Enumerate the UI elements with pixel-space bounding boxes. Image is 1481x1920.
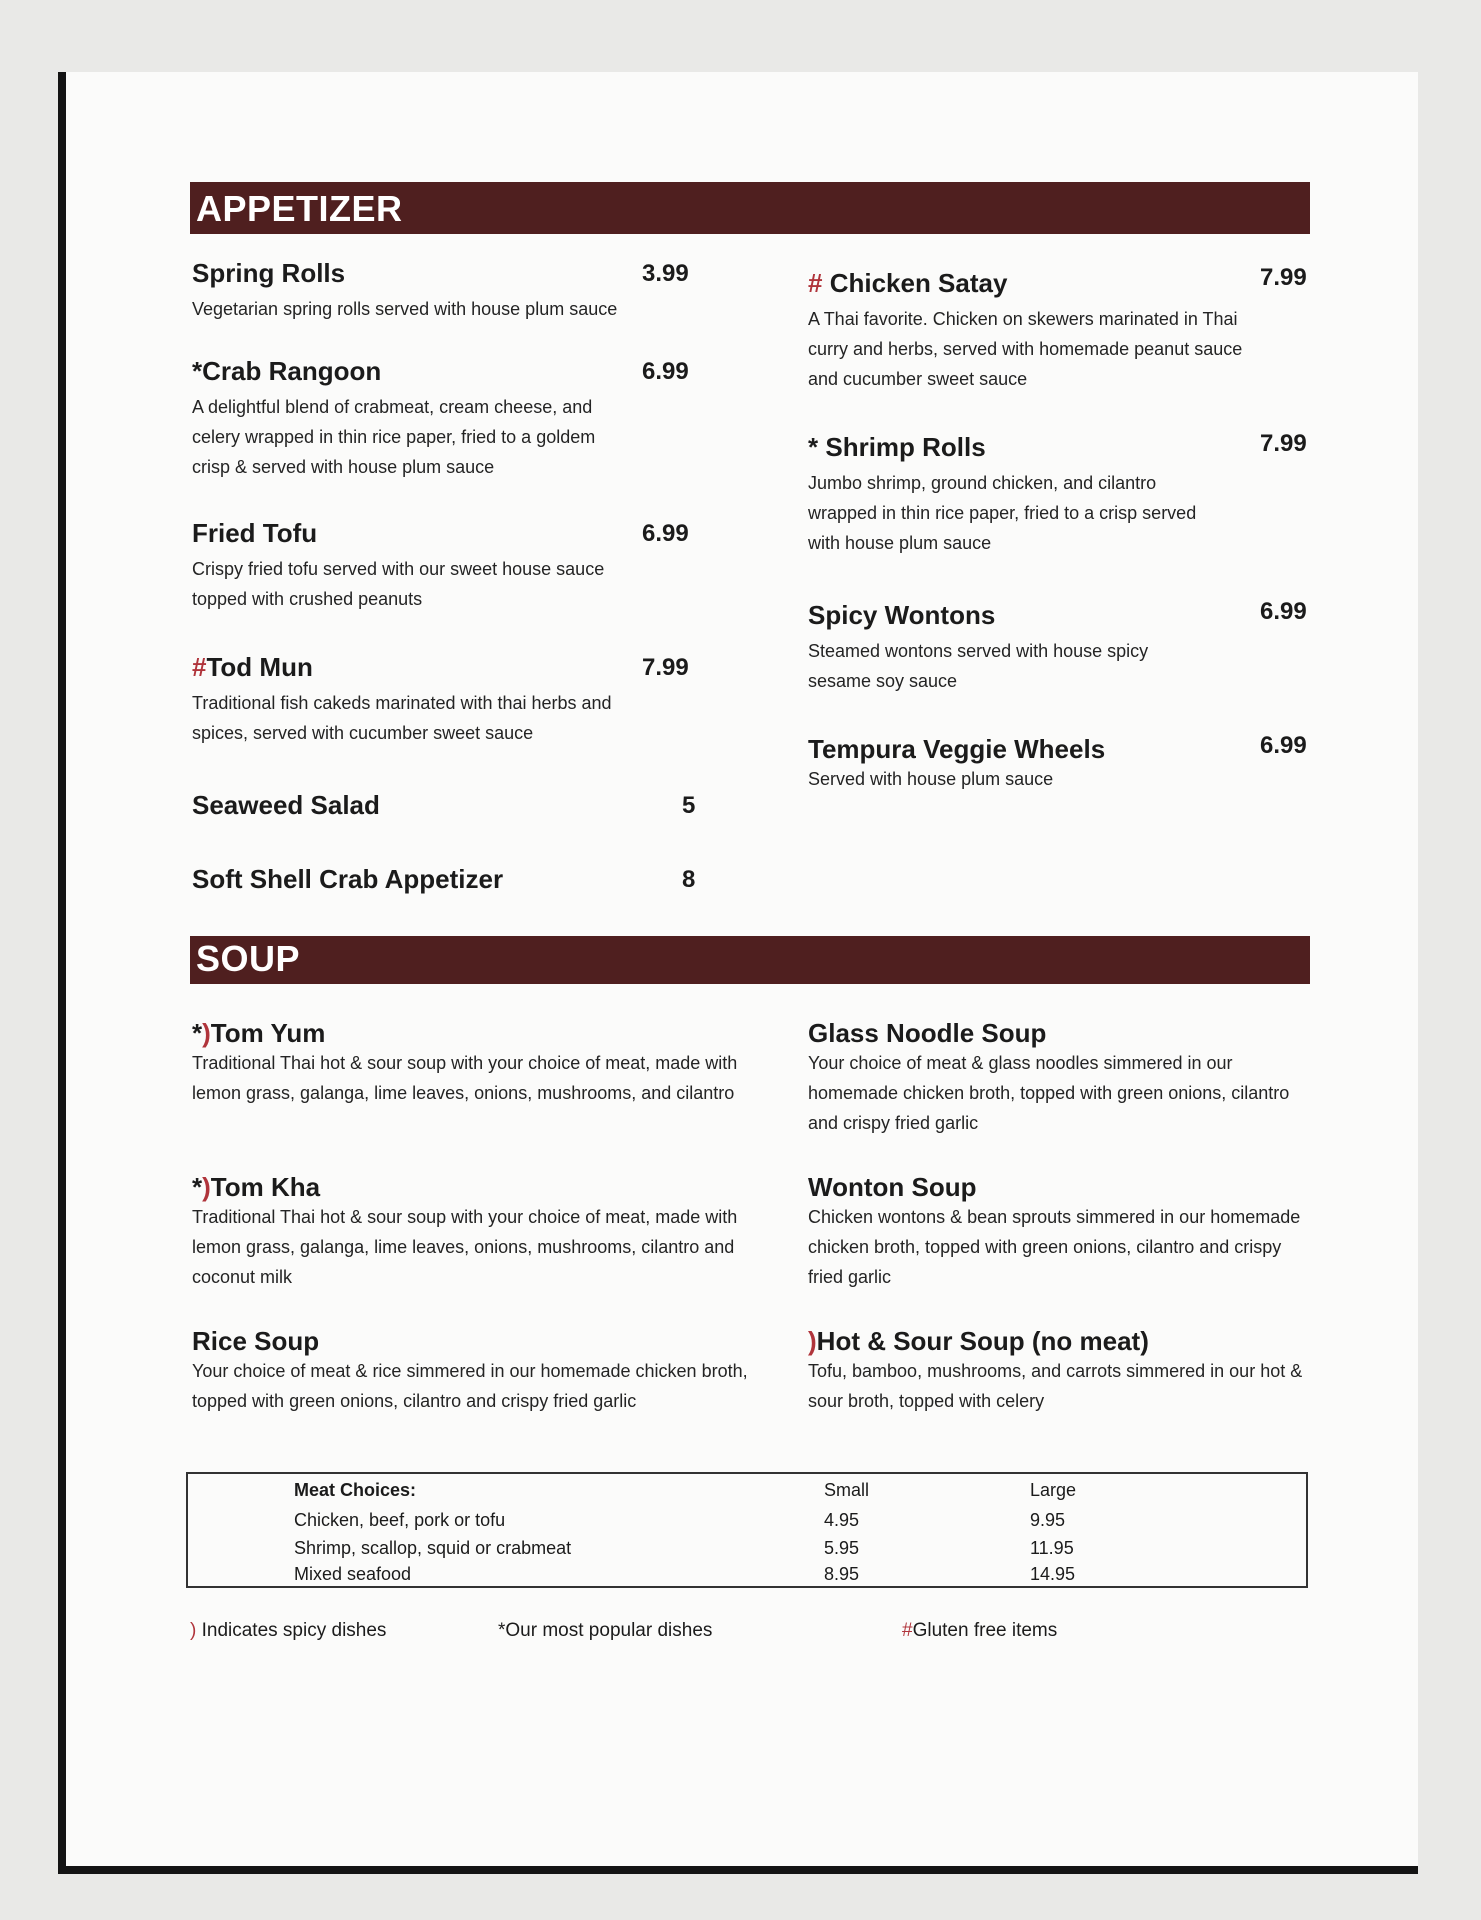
item-name: Tempura Veggie Wheels	[808, 734, 1106, 764]
item-description: Your choice of meat & glass noodles simmered in our homemade chicken broth, topped with green onions, cilantro and crispy fried garlic	[808, 1053, 1290, 1133]
meat-choices-table	[186, 1472, 1308, 1588]
table-cell: 14.95	[1030, 1564, 1076, 1584]
table-cell: 11.95	[1030, 1538, 1074, 1558]
menu-item-hot-sour-soup	[808, 1326, 1308, 1416]
item-description: Traditional Thai hot & sour soup with your choice of meat, made with lemon grass, galanga, lime leaves, onions, mushrooms, and cilantro	[192, 1053, 738, 1103]
table-header-small: Small	[824, 1480, 870, 1500]
item-description: Vegetarian spring rolls served with house plum sauce	[192, 299, 618, 319]
item-price: 6.99	[1260, 598, 1307, 625]
item-name: Rice Soup	[192, 1326, 320, 1356]
menu-item-tod-mun	[192, 652, 689, 748]
item-description: Tofu, bamboo, mushrooms, and carrots simmered in our hot & sour broth, topped with celery	[808, 1361, 1303, 1411]
table-cell: 4.95	[824, 1510, 860, 1530]
item-description: A delightful blend of crabmeat, cream cheese, and celery wrapped in thin rice paper, fried to a goldem crisp & served with house plum sauce	[192, 397, 596, 477]
item-description: A Thai favorite. Chicken on skewers marinated in Thai curry and herbs, served with homemade peanut sauce and cucumber sweet sauce	[808, 309, 1243, 389]
table-cell: Chicken, beef, pork or tofu	[294, 1510, 506, 1530]
menu-item-spicy-wontons	[808, 598, 1307, 696]
menu-item-chicken-satay	[808, 264, 1307, 394]
menu-item-rice-soup	[192, 1326, 772, 1416]
item-name: Soft Shell Crab Appetizer	[192, 864, 504, 894]
item-price: 6.99	[642, 520, 689, 547]
menu-item-tom-yum	[192, 1018, 752, 1108]
soup-title: SOUP	[196, 938, 301, 979]
table-cell: Mixed seafood	[294, 1564, 412, 1584]
menu-item-fried-tofu	[192, 518, 689, 614]
item-description: Traditional fish cakeds marinated with thai herbs and spices, served with cucumber sweet sauce	[192, 693, 612, 743]
menu-item-crab-rangoon	[192, 356, 689, 482]
menu-item-spring-rolls	[192, 258, 689, 324]
item-name: Seaweed Salad	[192, 790, 380, 820]
menu-item-tempura-veggie-wheels	[808, 732, 1307, 794]
item-name: Spicy Wontons	[808, 600, 996, 630]
item-price: 6.99	[1260, 732, 1307, 759]
table-header-large: Large	[1030, 1480, 1077, 1500]
menu-item-glass-noodle-soup	[808, 1018, 1308, 1138]
page-shadow-left	[58, 72, 66, 1874]
table-cell: 8.95	[824, 1564, 860, 1584]
item-name: *Crab Rangoon	[192, 356, 382, 386]
table-cell: 5.95	[824, 1538, 860, 1558]
item-name: *)Tom Kha	[192, 1172, 321, 1202]
menu-item-seaweed-salad	[192, 790, 712, 820]
item-name: * Shrimp Rolls	[808, 432, 986, 462]
item-price: 3.99	[642, 260, 689, 287]
legend-spicy: ) Indicates spicy dishes	[190, 1620, 387, 1641]
appetizer-section-header	[190, 182, 1310, 234]
table-cell: Shrimp, scallop, squid or crabmeat	[294, 1538, 572, 1558]
item-price: 7.99	[1260, 430, 1307, 457]
item-description: Your choice of meat & rice simmered in our homemade chicken broth, topped with green onions, cilantro and crispy fried garlic	[192, 1361, 748, 1411]
item-name: *)Tom Yum	[192, 1018, 326, 1048]
item-name: # Chicken Satay	[808, 268, 1008, 298]
legend-popular: *Our most popular dishes	[498, 1620, 713, 1641]
item-description: Crispy fried tofu served with our sweet house sauce topped with crushed peanuts	[192, 559, 605, 609]
item-price: 8	[682, 866, 696, 893]
table-header-meat: Meat Choices:	[294, 1480, 417, 1500]
table-cell: 9.95	[1030, 1510, 1066, 1530]
item-description: Served with house plum sauce	[808, 769, 1054, 789]
item-name: Spring Rolls	[192, 258, 346, 288]
menu-item-soft-shell-crab	[192, 864, 712, 894]
menu-item-tom-kha	[192, 1172, 752, 1292]
menu-item-shrimp-rolls	[808, 430, 1307, 558]
item-name: Fried Tofu	[192, 518, 318, 548]
legend-gluten-free: #Gluten free items	[902, 1620, 1058, 1641]
item-price: 7.99	[1260, 264, 1307, 291]
item-price: 5	[682, 792, 696, 819]
item-name: #Tod Mun	[192, 652, 313, 682]
item-name: )Hot & Sour Soup (no meat)	[808, 1326, 1149, 1356]
item-description: Traditional Thai hot & sour soup with your choice of meat, made with lemon grass, galanga, lime leaves, onions, mushrooms, cilantro and coconut milk	[192, 1207, 738, 1287]
page-shadow-bottom	[58, 1866, 1418, 1874]
item-price: 7.99	[642, 654, 689, 681]
item-name: Glass Noodle Soup	[808, 1018, 1047, 1048]
item-description: Steamed wontons served with house spicy sesame soy sauce	[808, 641, 1149, 691]
appetizer-title: APPETIZER	[196, 188, 403, 229]
item-price: 6.99	[642, 358, 689, 385]
menu-item-wonton-soup	[808, 1172, 1308, 1292]
item-name: Wonton Soup	[808, 1172, 977, 1202]
soup-section-header	[190, 936, 1310, 984]
item-description: Jumbo shrimp, ground chicken, and cilantro wrapped in thin rice paper, fried to a crisp served with house plum sauce	[808, 473, 1197, 553]
item-description: Chicken wontons & bean sprouts simmered in our homemade chicken broth, topped with green onions, cilantro and crispy fried garlic	[808, 1207, 1301, 1287]
